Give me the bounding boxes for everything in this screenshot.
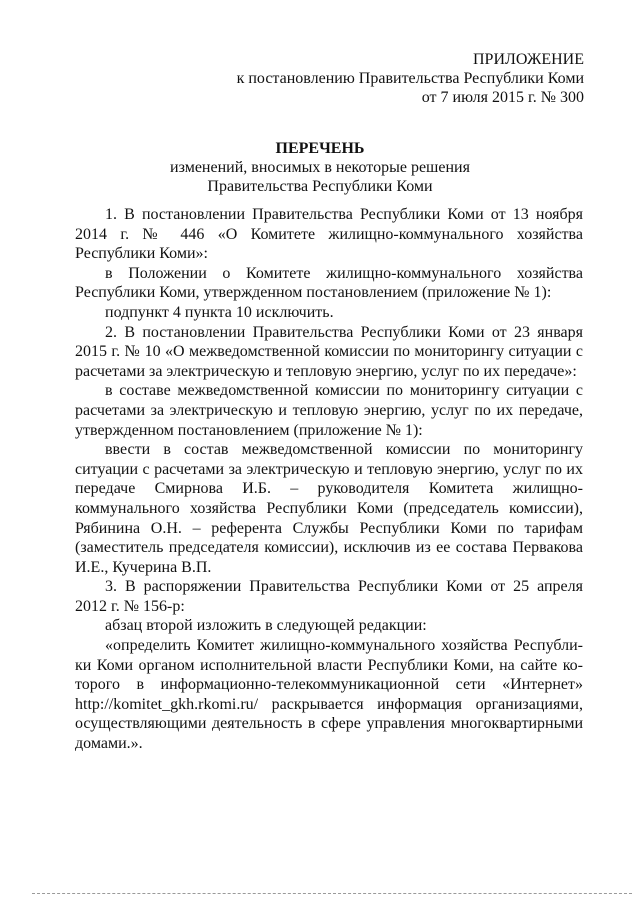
appendix-date-number: от 7 июля 2015 г. № 300 [421, 89, 584, 106]
paragraph-item-3-instruction: абзац второй изложить в следующей редакции: [105, 617, 427, 635]
paragraph-item-1: 1. В постановлении Правительства Республики Коми от 13 ноября 2014 г. № 446 «О Комитете жилищно-коммунального хозяйства Республики Коми»: [75, 206, 583, 263]
paragraph-item-2-composition: в составе межведомственной комиссии по мониторингу ситуации с расчетами за электрическую и тепловую энергию, услуг по их передаче, утвержденном постановлением (приложение № 1): [75, 382, 583, 439]
appendix-resolution-ref: к постановлению Правительства Республики Коми [236, 70, 584, 87]
page-bottom-divider [32, 893, 632, 894]
paragraph-item-1-regulation: в Положении о Комитете жилищно-коммунального хозяйства Республики Коми, утвержденном постановлением (приложение № 1): [75, 264, 583, 302]
document-title-block [0, 139, 640, 196]
document-title: ПЕРЕЧЕНЬ [275, 140, 365, 157]
paragraph-item-2-change: ввести в состав межведомственной комиссии по мониторингу ситуации с расчетами за электрическую и тепловую энергию, услуг по их передаче Смирнова И.Б. – руководителя Комитета жилищно-коммунального хозяйства Республики Коми (председатель комиссии), Рябинина О.Н. – референта Службы Республики Коми по тарифам (заместитель председателя комиссии), исключив из ее состава Первакова И.Е., Кучерина В.П. [75, 441, 583, 576]
document-subtitle-line1: изменений, вносимых в некоторые решения [170, 159, 470, 176]
paragraph-item-1-change: подпункт 4 пункта 10 исключить. [105, 303, 334, 321]
document-body [75, 205, 583, 754]
appendix-label: ПРИЛОЖЕНИЕ [472, 51, 584, 68]
paragraph-item-3-new-text: «определить Комитет жилищно-коммунального хозяйства Республики Коми органом исполнительной власти Республики Коми, на сайте которого в информационно-телекоммуникационной сети «Интернет» http://komitet_gkh.rkomi.ru/ раскрывается информация организациями, осуществляющими деятельность в сфере управления многоквартирными домами.». [75, 637, 583, 753]
document-subtitle-line2: Правительства Республики Коми [207, 178, 433, 195]
appendix-header [237, 50, 584, 107]
paragraph-item-2: 2. В постановлении Правительства Республики Коми от 23 января 2015 г. № 10 «О межведомственной комиссии по мониторингу ситуации с расчетами за электрическую и тепловую энергию, услуг по их передаче»: [75, 323, 583, 380]
paragraph-item-3: 3. В распоряжении Правительства Республики Коми от 25 апреля 2012 г. № 156-р: [75, 578, 583, 615]
